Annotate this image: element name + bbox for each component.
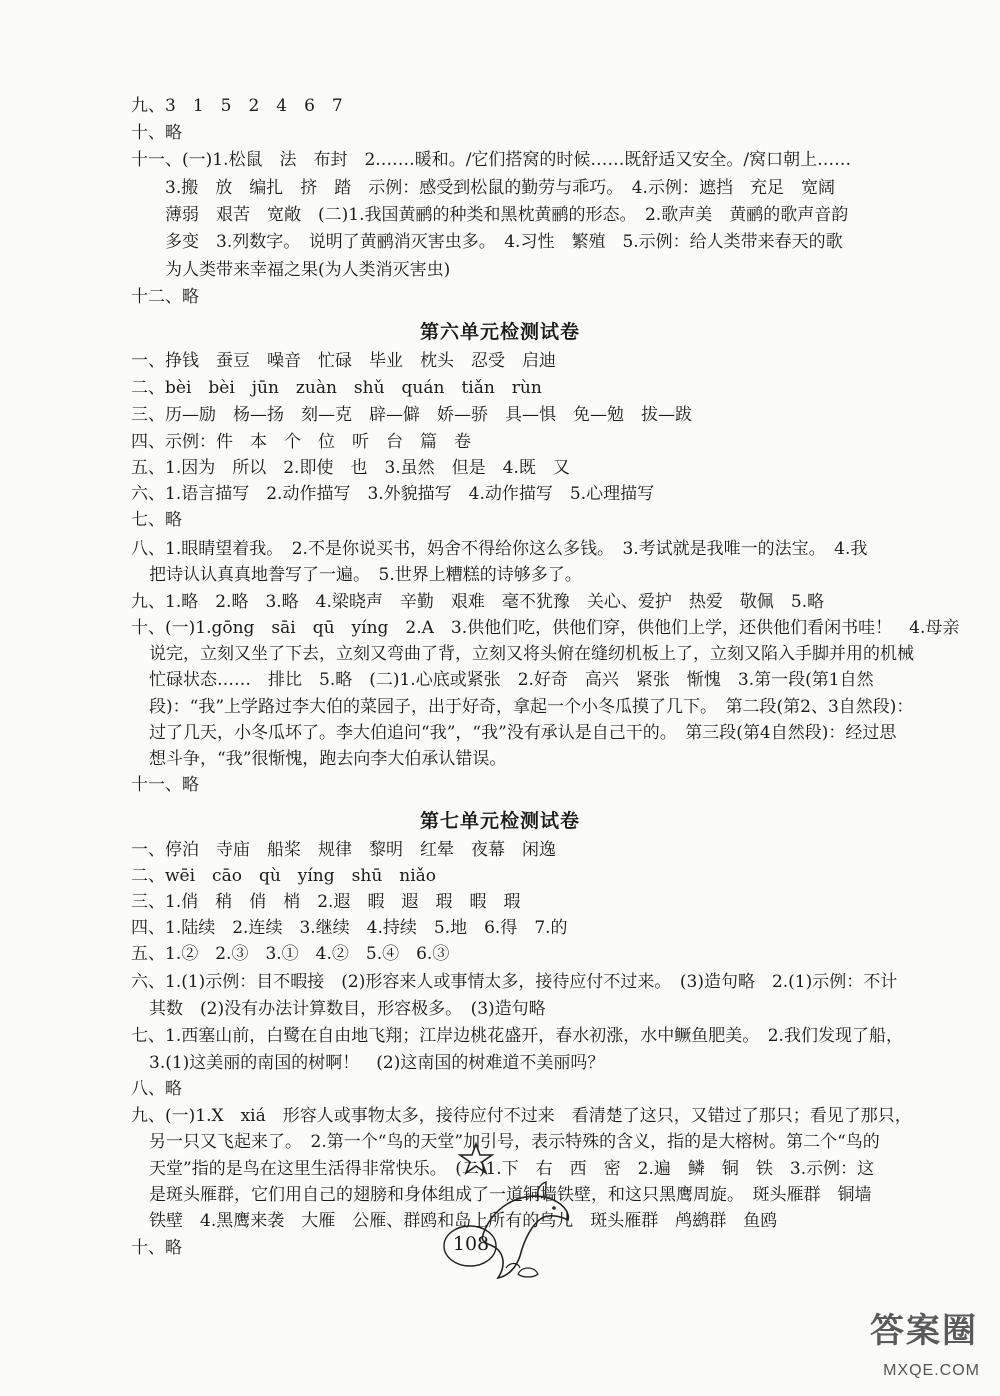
- star-icon: [460, 1144, 492, 1173]
- answer-line: 四、示例：件 本 个 位 听 台 篇 卷: [131, 432, 471, 452]
- answer-line: 二、wēi cāo qù yíng shū niǎo: [131, 866, 437, 886]
- answer-line: 把诗认认真真地誊写了一遍。 5.世界上糟糕的诗够多了。: [149, 565, 582, 585]
- answer-line: 七、略: [131, 510, 182, 530]
- answer-line: 九、1.略 2.略 3.略 4.梁晓声 辛勤 艰难 毫不犹豫 关心、爱护 热爱 敬佩 5.略: [131, 592, 825, 612]
- answer-line: 三、1.俏 稍 俏 梢 2.遐 暇 遐 瑕 暇 瑕: [131, 892, 521, 912]
- answer-line: 五、1.因为 所以 2.即使 也 3.虽然 但是 4.既 又: [131, 458, 570, 478]
- answer-line: 四、1.陆续 2.连续 3.继续 4.持续 5.地 6.得 7.的: [131, 918, 568, 938]
- watermark-brand: 答案圈: [870, 1311, 978, 1351]
- answer-line: 十、略: [131, 1238, 182, 1258]
- answer-line: 一、挣钱 蚕豆 噪音 忙碌 毕业 枕头 忍受 启迪: [131, 351, 556, 371]
- answer-line: 十、(一)1.gōng sāi qū yíng 2.A 3.供他们吃，供他们穿，供他们上学，还供他们看闲书哇！ 4.母亲: [131, 618, 960, 638]
- answer-line: 十一、(一)1.松鼠 法 布封 2.……暖和。/它们搭窝的时候……既舒适又安全。/窝口朝上……: [131, 150, 852, 170]
- answer-line: 九、3 1 5 2 4 6 7: [131, 96, 343, 116]
- answer-line: 3.搬 放 编扎 挤 踏 示例：感受到松鼠的勤劳与乖巧。 4.示例：遮挡 充足 宽阔: [165, 178, 835, 198]
- answer-line: 九、(一)1.X xiá 形容人或事物太多，接待应付不过来 看清楚了这只，又错过了那只；看见了那只，: [131, 1106, 912, 1126]
- answer-line: 八、1.眼睛望着我。 2.不是你说买书，妈舍不得给你这么多钱。 3.考试就是我唯一的法宝。 4.我: [131, 539, 868, 559]
- answer-line: 为人类带来幸福之果(为人类消灭害虫): [165, 260, 451, 280]
- answer-line: 六、1.语言描写 2.动作描写 3.外貌描写 4.动作描写 5.心理描写: [131, 484, 655, 504]
- answer-line: 铁壁 4.黑鹰来袭 大雁 公雁、群鸥和岛上所有的鸟儿 斑头雁群 鸬鹚群 鱼鸥: [149, 1211, 778, 1231]
- section-title-unit-7: 第七单元检测试卷: [419, 810, 580, 832]
- answer-line: 薄弱 艰苦 宽敞 (二)1.我国黄鹂的种类和黑枕黄鹂的形态。 2.歌声美 黄鹂的歌声音韵: [165, 205, 849, 225]
- answer-line: 忙碌状态…… 排比 5.略 (二)1.心底或紧张 2.好奇 高兴 紧张 惭愧 3.第一段(第1自然: [149, 670, 874, 690]
- answer-line: 想斗争，“我”很惭愧，跑去向李大伯承认错误。: [149, 749, 507, 769]
- answer-line: 八、略: [131, 1079, 182, 1099]
- answer-line: 3.(1)这美丽的南国的树啊！ (2)这南国的树难道不美丽吗？: [149, 1053, 605, 1073]
- answer-line: 说完，立刻又坐了下去，立刻又弯曲了背，立刻又将头俯在缝纫机板上了，立刻又陷入手脚并用的机械: [149, 644, 914, 664]
- answer-line: 十、略: [131, 123, 182, 143]
- watermark-site: MXQE.COM: [883, 1362, 980, 1379]
- answer-line: 十一、略: [131, 775, 199, 795]
- answer-line: 七、1.西塞山前，白鹭在自由地飞翔；江岸边桃花盛开，春水初涨，水中鳜鱼肥美。 2.我们发现了船，: [131, 1026, 903, 1046]
- answer-line: 二、bèi bèi jūn zuàn shǔ quán tiǎn rùn: [131, 378, 542, 398]
- page-number: 108: [452, 1233, 490, 1255]
- dolphin-illustration: [420, 1128, 580, 1288]
- section-title-unit-6: 第六单元检测试卷: [419, 321, 580, 343]
- answer-line: 五、1.② 2.③ 3.① 4.② 5.④ 6.③: [131, 944, 450, 964]
- answer-line: 多变 3.列数字。 说明了黄鹂消灭害虫多。 4.习性 繁殖 5.示例：给人类带来春天的歌: [165, 232, 843, 252]
- answer-line: 其数 (2)没有办法计算数目，形容极多。 (3)造句略: [149, 999, 546, 1019]
- answer-line: 十二、略: [131, 287, 199, 307]
- answer-line: 三、历—励 杨—扬 刻—克 辟—僻 娇—骄 具—惧 免—勉 拔—跋: [131, 405, 692, 425]
- answer-line: 一、停泊 寺庙 船桨 规律 黎明 红晕 夜幕 闲逸: [131, 840, 556, 860]
- answer-line: 是斑头雁群，它们用自己的翅膀和身体组成了一道铜墙铁壁，和这只黑鹰周旋。 斑头雁群 铜墙: [149, 1185, 872, 1205]
- answer-line: 另一只又飞起来了。 2.第一个“鸟的天堂”加引号，表示特殊的含义，指的是大榕树。第二个“鸟的: [149, 1132, 880, 1152]
- answer-line: 六、1.(1)示例：目不暇接 (2)形容来人或事情太多，接待应付不过来。 (3)造句略 2.(1)示例：不计: [131, 972, 898, 992]
- answer-line: 段)：“我”上学路过李大伯的菜园子，出于好奇，拿起一个小冬瓜摸了几下。 第二段(第2、3自然段)：: [149, 697, 914, 717]
- answer-line: 天堂”指的是鸟在这里生活得非常快乐。 (二)1.下 右 西 密 2.遍 鳞 铜 铁 3.示例：这: [149, 1159, 875, 1179]
- answer-line: 过了几天，小冬瓜坏了。李大伯追问“我”，“我”没有承认是自己干的。 第三段(第4自然段)：经过思: [149, 723, 897, 743]
- shell-icon: [518, 1268, 538, 1277]
